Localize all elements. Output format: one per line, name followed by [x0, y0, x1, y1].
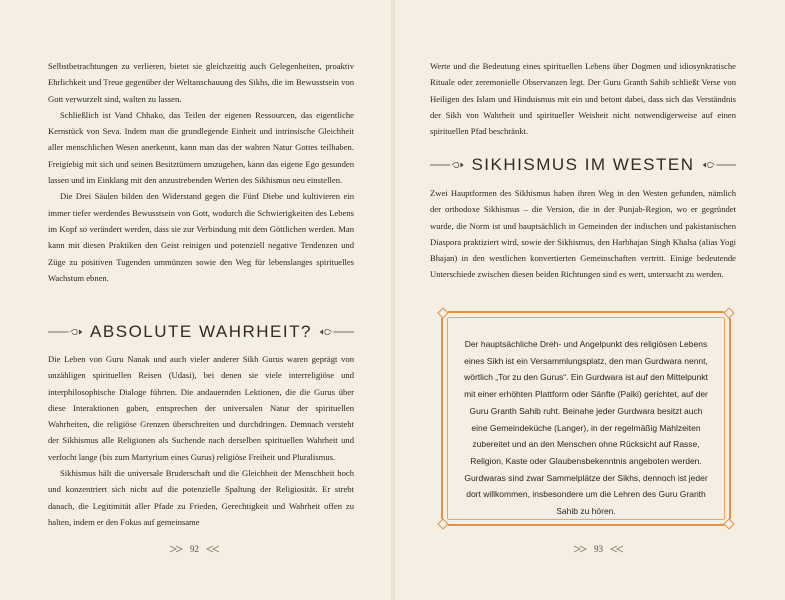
section-heading-absolute-wahrheit: [48, 318, 354, 346]
right-folio: [572, 544, 625, 554]
folio-ornament-icon: [205, 545, 221, 553]
left-page: [0, 0, 391, 600]
ornament-left-icon: [48, 327, 84, 337]
ornament-right-icon: [701, 160, 736, 170]
left-folio: [168, 544, 221, 554]
ornament-right-icon: [318, 327, 354, 337]
right-paragraph-1: Werte und die Bedeutung eines spirituellen Lebens über Dogmen und idiosynkratische Rituale oder zeremonielle Observanzen legt. Der Guru Granth Sahib schließt Verse von Heiligen des Islam und Hinduismus mit ein und betont dabei, dass sich das Verständnis der Sikh von Wahrheit und spiritueller Weisheit nicht notwendigerweise auf einen spirituellen Pfad beschränkt.: [430, 61, 736, 137]
page-number-right: 93: [594, 544, 603, 554]
info-box-paragraph: Der hauptsächliche Dreh- und Angelpunkt des religiösen Lebens eines Sikh ist ein Versammlungsplatz, den man Gurdwara nennt, wörtlich „Tor zu den Gurus“. Ein Gurdwara ist auf den Mittelpunkt mit einer erhöhten Plattform oder Sänfte (Palki) gerichtet, auf der Guru Granth Sahib ruht. Beinahe jeder Gurdwara besitzt auch eine Gemeindeküche (Langer), in der regelmäßig Mahlzeiten zubereitet und an den Menschen ohne Rücksicht auf Rasse, Religion, Kaste oder Glaubensbekenntnis angeboten werden. Gurdwaras sind zwar Sammelplätze der Sikhs, dennoch ist jeder dort willkommen, insbesondere um die Lehren des Guru Granth Sahib zu hören.: [464, 339, 708, 517]
right-column-top: [430, 58, 736, 139]
left-paragraph-5: Sikhismus hält die universale Bruderschaft und die Gleichheit der Menschheit hoch und konzentriert sich nicht auf die potenzielle Spaltung der Religiosität. Er strebt danach, die Legitimität aller Pfade zu Frieden, Gerechtigkeit und Wahrheit offen zu halten, indem er den Fokus auf gemeinsame: [48, 468, 354, 527]
right-heading-row: [430, 151, 736, 179]
left-paragraph-2: Schließlich ist Vand Chhako, das Teilen der eigenen Ressourcen, das eigentliche Kernstück von Seva. Indem man die grundlegende Einheit und intrinsische Gleichheit aller menschlichen Wesen anerkennt, kann man das der wahren Natur Gottes teilhaben. Freigiebig mit sich und seinen Besitztümern umzugehen, kann das eigene Ego gesunden lassen und im Einklang mit den anzustrebenden Werten des Sikhismus neu einstellen.: [48, 109, 354, 186]
left-heading-row: [48, 318, 354, 346]
folio-ornament-icon: [572, 545, 588, 553]
section-title: SIKHISMUS IM WESTEN: [471, 155, 695, 174]
corner-ornament-icon: [438, 308, 448, 318]
page-number-left: 92: [190, 544, 199, 554]
right-paragraph-2: Zwei Hauptformen des Sikhismus haben ihren Weg in den Westen gefunden, nämlich der orthodoxe Sikhismus – die Version, die in der Punjab-Region, wo er gegründet wurde, die Norm ist und hauptsächlich in Gemeinden der indischen und pakistanischen Diaspora praktiziert wird, sowie der Sikhismus, den Harbhajan Singh Khalsa (alias Yogi Bhajan) in den westlichen konvertierten Gemeinschaften vertritt. Einige bedeutende Unterschiede zwischen diesen beiden Richtungen sind es wert, untersucht zu werden.: [430, 188, 736, 280]
folio-ornament-icon: [609, 545, 625, 553]
left-column-bottom: [48, 351, 354, 530]
folio-ornament-icon: [168, 545, 184, 553]
section-title: ABSOLUTE WAHRHEIT?: [90, 322, 312, 341]
corner-ornament-icon: [724, 308, 734, 318]
section-heading-sikhismus-im-westen: [430, 151, 736, 179]
left-column-top: [48, 58, 354, 286]
corner-ornament-icon: [724, 519, 734, 529]
left-paragraph-3: Die Drei Säulen bilden den Widerstand gegen die Fünf Diebe und kultivieren ein immer tiefer werdendes Bewusstsein von Gott, wodurch die Schwierigkeiten des Lebens im Kopf so verändert werden, dass sie zur Verbindung mit dem Göttlichen werden. Man kann mit diesen Praktiken den Geist reinigen und potenziell negative Tendenzen und Züge zu positiven Tugenden ummünzen sowie den Weg für lebenslanges spirituelles Wachstum ebnen.: [48, 191, 354, 283]
gurdwara-info-box: [441, 311, 731, 526]
corner-ornament-icon: [438, 519, 448, 529]
ornament-left-icon: [430, 160, 465, 170]
info-box-text: [463, 336, 709, 520]
left-paragraph-4: Die Leben von Guru Nanak und auch vieler anderer Sikh Gurus waren geprägt von unzähligen spirituellen Reisen (Udasi), bei denen sie viele interreligiöse und interphilosophische Dialoge führten. Die andauernden Lektionen, die die Gurus über diese Interaktionen gaben, entsprechen der universalen Natur der spirituellen Wahrheiten, die religiöse Grenzen überschreiten und durchdringen. Demnach versteht der Sikhismus alle Religionen als Suchende nach derselben spirituellen Wahrheit und verfocht lange (bis zum Martyrium eines Gurus) religiöse Freiheit und Pluralismus.: [48, 354, 354, 462]
left-paragraph-1: Selbstbetrachtungen zu verlieren, bietet sie gleichzeitig auch Gelegenheiten, proaktiv Ehrlichkeit und Treue gegenüber der Weltanschauung des Sikhs, die im Bewusstsein von Gott verwurzelt sind, walten zu lassen.: [48, 61, 354, 104]
right-column-middle: [430, 185, 736, 283]
